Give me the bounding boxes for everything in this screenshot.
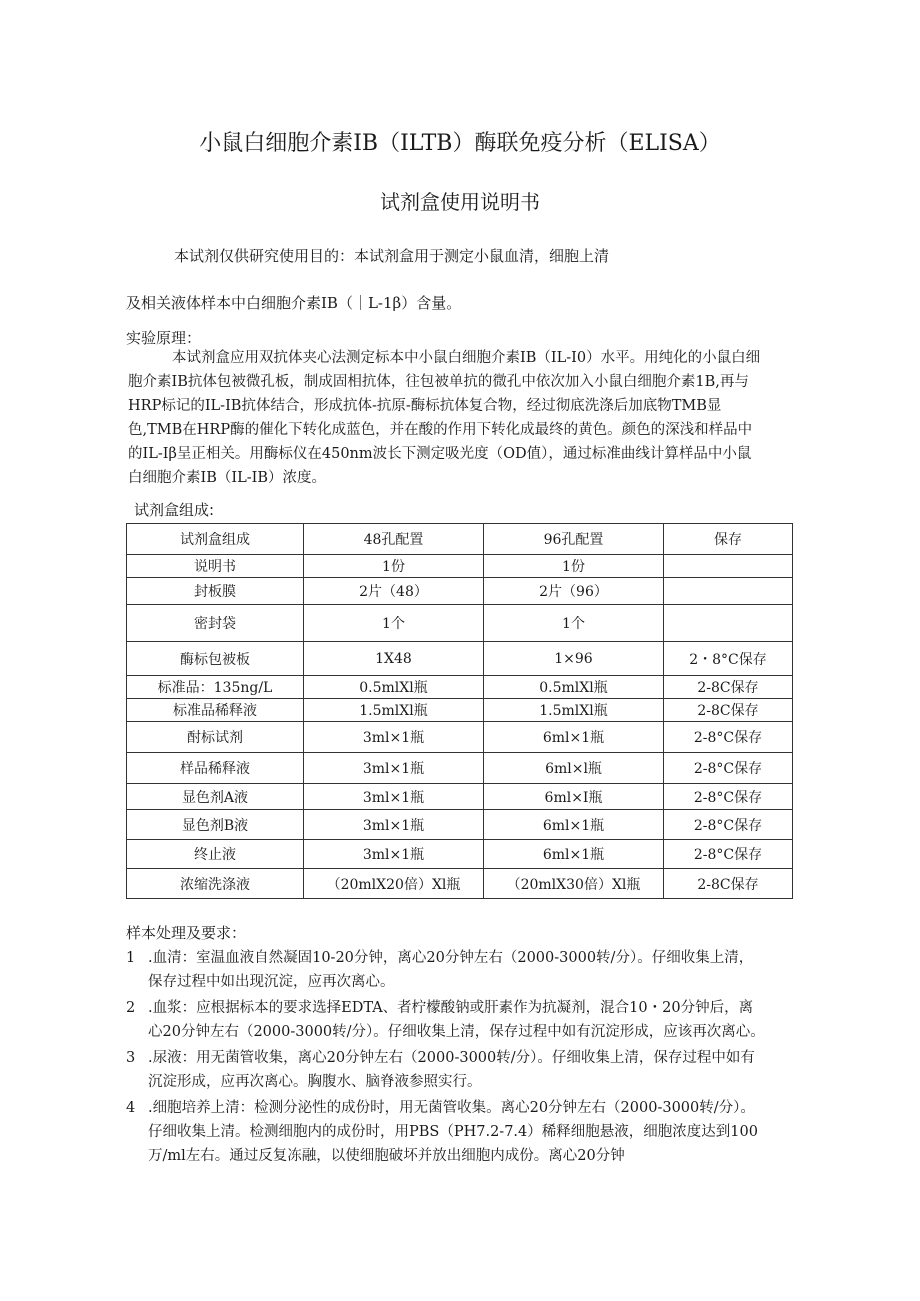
table-cell: 1个 xyxy=(484,605,664,642)
table-row xyxy=(127,869,793,899)
kit-heading: 试剂盒组成: xyxy=(134,501,215,519)
list-item-line: 沉淀形成，应再次离心。胸腹水、脑脊液参照实行。 xyxy=(148,1074,482,1090)
table-cell: 2片（96） xyxy=(484,578,664,605)
list-item xyxy=(126,996,806,1044)
header-cell: 试剂盒组成 xyxy=(127,524,304,555)
table-cell: 1X48 xyxy=(304,642,484,676)
principle-line: 色,TMB在HRP酶的催化下转化成蓝色，并在酸的作用下转化成最终的黄色。颜色的深浅和样品中 xyxy=(128,422,753,438)
table-cell: 1份 xyxy=(304,555,484,578)
table-cell: 6ml×1瓶 xyxy=(484,722,664,753)
table-cell xyxy=(664,578,793,605)
table-cell: 2-8C保存 xyxy=(664,699,793,722)
list-item xyxy=(126,946,806,994)
principle-line: 的IL-Iβ呈正相关。用酶标仪在450nm波长下测定吸光度（OD值），通过标准曲线计算样品中小鼠 xyxy=(128,446,752,462)
list-item-line: .血浆：应根据标本的要求选择EDTA、者柠檬酸钠或肝素作为抗凝剂，混合10・20分钟后，离 xyxy=(148,1000,754,1016)
table-cell: 1×96 xyxy=(484,642,664,676)
list-item-line: .尿液：用无菌管收集，离心20分钟左右（2000-3000转/分）。仔细收集上清，保存过程中如有 xyxy=(148,1050,755,1066)
table-cell: 6ml×1瓶 xyxy=(484,810,664,840)
table-cell: 1.5mlXl瓶 xyxy=(304,699,484,722)
table-cell: 0.5mlXl瓶 xyxy=(484,676,664,699)
table-cell: 说明书 xyxy=(127,555,304,578)
table-header-row xyxy=(127,524,793,555)
principle-paragraph xyxy=(128,346,808,490)
table-cell: （20mlX30倍）Xl瓶 xyxy=(484,869,664,899)
table-row xyxy=(127,605,793,642)
table-row xyxy=(127,578,793,605)
table-cell: 酶标包被板 xyxy=(127,642,304,676)
table-cell: 6ml×l瓶 xyxy=(484,753,664,784)
table-row xyxy=(127,699,793,722)
table-cell: 显色剂A液 xyxy=(127,784,304,810)
table-cell: 6ml×1瓶 xyxy=(484,840,664,869)
table-cell: 2-8°C保存 xyxy=(664,810,793,840)
table-cell: 0.5mlXl瓶 xyxy=(304,676,484,699)
table-cell: 显色剂B液 xyxy=(127,810,304,840)
principle-line: HRP标记的IL-IB抗体结合，形成抗体-抗原-酶标抗体复合物，经过彻底洗涤后加底物TMB显 xyxy=(128,398,722,414)
table-row xyxy=(127,840,793,869)
table-row xyxy=(127,753,793,784)
table-cell: 2-8C保存 xyxy=(664,869,793,899)
table-cell xyxy=(664,555,793,578)
table-cell: 2片（48） xyxy=(304,578,484,605)
table-cell: 2・8°C保存 xyxy=(664,642,793,676)
table-cell: 酎标试剂 xyxy=(127,722,304,753)
document-subtitle: 试剂盒使用说明书 xyxy=(380,190,540,214)
table-cell: 2-8°C保存 xyxy=(664,722,793,753)
principle-line: 胞介素IB抗体包被微孔板，制成固相抗体，往包被单抗的微孔中依次加入小鼠白细胞介素1B,再与 xyxy=(128,374,749,390)
intro-line-2: 及相关液体样本中白细胞介素IB（｜L-1β）含量。 xyxy=(126,294,462,312)
table-cell: （20mlX20倍）Xl瓶 xyxy=(304,869,484,899)
table-cell: 2-8°C保存 xyxy=(664,784,793,810)
header-cell: 保存 xyxy=(664,524,793,555)
table-row xyxy=(127,642,793,676)
table-cell: 3ml×1瓶 xyxy=(304,840,484,869)
sample-requirements-list xyxy=(126,946,806,1170)
table-cell: 1.5mlXl瓶 xyxy=(484,699,664,722)
list-item-number: 3 xyxy=(126,1050,136,1066)
header-cell: 96孔配置 xyxy=(484,524,664,555)
table-cell: 1份 xyxy=(484,555,664,578)
table-cell xyxy=(664,605,793,642)
table-cell: 1个 xyxy=(304,605,484,642)
table-cell: 标准品稀释液 xyxy=(127,699,304,722)
table-cell: 封板膜 xyxy=(127,578,304,605)
list-item-number: 1 xyxy=(126,950,136,966)
table-cell: 3ml×1瓶 xyxy=(304,810,484,840)
intro-line-1: 本试剂仅供研究使用目的：本试剂盒用于测定小鼠血清，细胞上清 xyxy=(174,247,610,265)
table-cell: 3ml×1瓶 xyxy=(304,722,484,753)
table-cell: 样品稀释液 xyxy=(127,753,304,784)
table-row xyxy=(127,722,793,753)
list-item-line: 仔细收集上清。检测细胞内的成份时，用PBS（PH7.2-7.4）稀释细胞悬液，细胞浓度达到100 xyxy=(148,1124,758,1140)
table-cell: 终止液 xyxy=(127,840,304,869)
principle-line: 本试剂盒应用双抗体夹心法测定标本中小鼠白细胞介素IB（IL-I0）水平。用纯化的小鼠白细 xyxy=(172,350,761,366)
table-cell: 3ml×1瓶 xyxy=(304,784,484,810)
list-item xyxy=(126,1046,806,1094)
list-item-number: 4 xyxy=(126,1100,136,1116)
table-cell: 密封袋 xyxy=(127,605,304,642)
list-item-line: .血清：室温血液自然凝固10-20分钟，离心20分钟左右（2000-3000转/分）。仔细收集上清， xyxy=(148,950,754,966)
list-item-line: 心20分钟左右（2000-3000转/分）。仔细收集上清，保存过程中如有沉淀形成，应该再次离心。 xyxy=(148,1024,765,1040)
principle-line: 白细胞介素IB（IL-IB）浓度。 xyxy=(128,470,327,486)
table-cell: 标准品：135ng/L xyxy=(127,676,304,699)
table-cell: 6ml×I瓶 xyxy=(484,784,664,810)
table-cell: 2-8°C保存 xyxy=(664,840,793,869)
header-cell: 48孔配置 xyxy=(304,524,484,555)
list-item xyxy=(126,1096,806,1168)
kit-components-table xyxy=(126,523,793,899)
table-row xyxy=(127,676,793,699)
sample-heading: 样本处理及要求： xyxy=(126,924,247,942)
table-cell: 2-8°C保存 xyxy=(664,753,793,784)
list-item-line: 万/ml左右。通过反复冻融，以使细胞破坏并放出细胞内成份。离心20分钟 xyxy=(148,1148,625,1164)
list-item-line: 保存过程中如出现沉淀，应再次离心。 xyxy=(148,974,395,990)
document-title: 小鼠白细胞介素IB（ILTB）酶联免疫分析（ELISA） xyxy=(199,131,721,156)
principle-heading: 实验原理： xyxy=(126,329,202,347)
table-cell: 3ml×1瓶 xyxy=(304,753,484,784)
table-row xyxy=(127,555,793,578)
table-row xyxy=(127,810,793,840)
list-item-number: 2 xyxy=(126,1000,136,1016)
table-cell: 2-8C保存 xyxy=(664,676,793,699)
table-cell: 浓缩洗涤液 xyxy=(127,869,304,899)
list-item-line: .细胞培养上清：检测分泌性的成份时，用无菌管收集。离心20分钟左右（2000-3000转/分）。 xyxy=(148,1100,755,1116)
table-row xyxy=(127,784,793,810)
